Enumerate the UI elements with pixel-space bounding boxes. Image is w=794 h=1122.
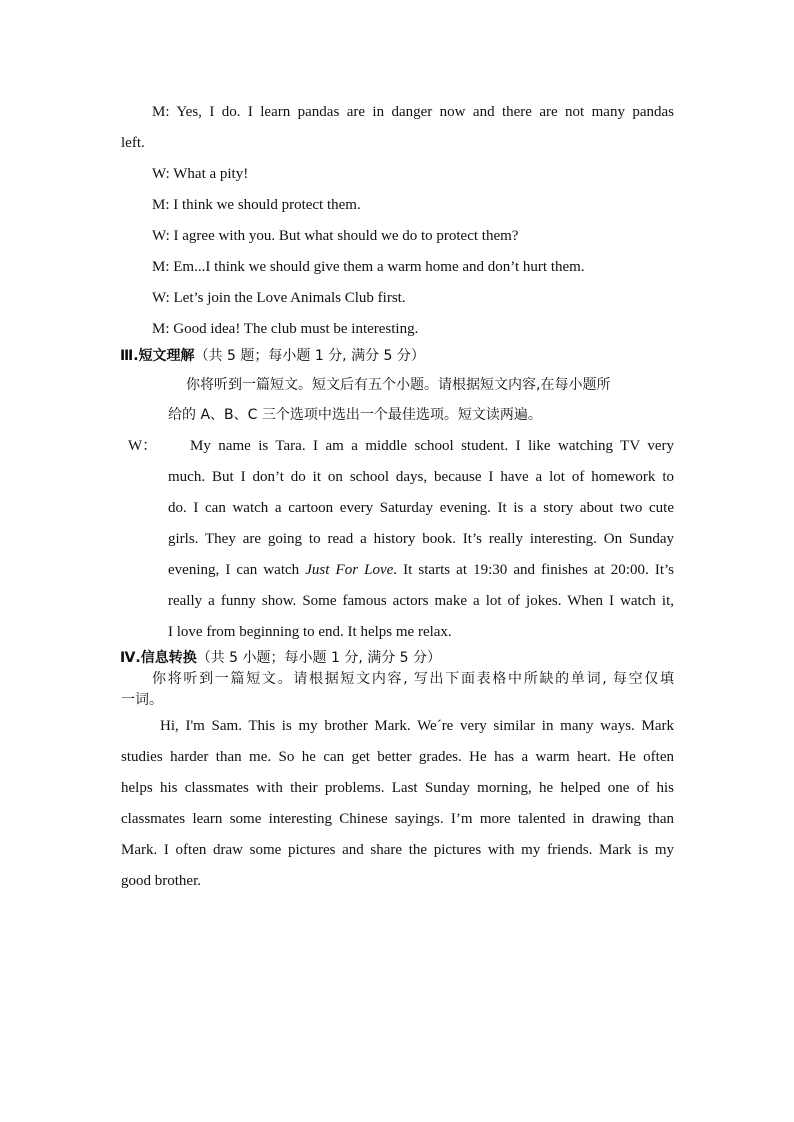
section-4-note: （共 5 小题；每小题 1 分, 满分 5 分） — [196, 650, 442, 666]
dialogue-line-6: W: Let’s join the Love Animals Club first. — [152, 290, 406, 306]
passage-3-line-6: really a funny show. Some famous actors make a lot of jokes. When I watch it, — [168, 593, 674, 609]
speaker-label: W： — [128, 438, 158, 454]
section-3-title: 短文理解 — [138, 348, 195, 364]
section-3-instruction-1: 你将听到一篇短文。短文后有五个小题。请根据短文内容,在每小题所 — [186, 377, 611, 393]
dialogue-line-2: W: What a pity! — [152, 166, 249, 182]
section-3-number: Ⅲ. — [120, 348, 139, 364]
passage-4-line-2: studies harder than me. So he can get better grades. He has a warm heart. He often — [121, 749, 674, 765]
passage-4-line-3: helps his classmates with their problems. Last Sunday morning, he helped one of his — [121, 780, 674, 796]
passage-4-line-1: Hi, I'm Sam. This is my brother Mark. We´re very similar in many ways. Mark — [160, 718, 674, 734]
passage-3-line-5-before: evening, I can watch — [168, 562, 306, 578]
section-3-instruction-2: 给的 A、B、C 三个选项中选出一个最佳选项。短文读两遍。 — [168, 407, 542, 423]
section-3-heading — [120, 346, 425, 366]
section-4-number: Ⅳ. — [120, 650, 141, 666]
dialogue-line-3: M: I think we should protect them. — [152, 197, 361, 213]
dialogue-line-5: M: Em...I think we should give them a warm home and don’t hurt them. — [152, 259, 585, 275]
dialogue-line-1a: M: Yes, I do. I learn pandas are in danger now and there are not many pandas — [152, 104, 674, 120]
passage-3-line-3: do. I can watch a cartoon every Saturday evening. It is a story about two cute — [168, 500, 674, 516]
section-4-instruction-1: 你将听到一篇短文。请根据短文内容, 写出下面表格中所缺的单词, 每空仅填 — [152, 671, 674, 687]
passage-3-line-1: My name is Tara. I am a middle school student. I like watching TV very — [190, 438, 674, 454]
section-4-heading — [120, 648, 441, 668]
section-4-instruction-2: 一词。 — [121, 692, 163, 708]
passage-3-line-4: girls. They are going to read a history book. It’s really interesting. On Sunday — [168, 531, 674, 547]
dialogue-line-4: W: I agree with you. But what should we do to protect them? — [152, 228, 519, 244]
passage-4-line-5: Mark. I often draw some pictures and share the pictures with my friends. Mark is my — [121, 842, 674, 858]
dialogue-line-7: M: Good idea! The club must be interesting. — [152, 321, 419, 337]
passage-4-line-4: classmates learn some interesting Chinese sayings. I’m more talented in drawing than — [121, 811, 674, 827]
passage-3-line-7: I love from beginning to end. It helps me relax. — [168, 624, 452, 640]
passage-3-line-2: much. But I don’t do it on school days, because I have a lot of homework to — [168, 469, 674, 485]
passage-3-line-5 — [168, 560, 674, 580]
section-3-note: （共 5 题；每小题 1 分, 满分 5 分） — [194, 348, 425, 364]
show-title: Just For Love — [305, 562, 394, 578]
section-4-title: 信息转换 — [140, 650, 197, 666]
passage-4-line-6: good brother. — [121, 873, 201, 889]
passage-3-line-5-after: . It starts at 19:30 and finishes at 20:00. It’s — [393, 562, 674, 578]
dialogue-line-1b: left. — [121, 135, 145, 151]
